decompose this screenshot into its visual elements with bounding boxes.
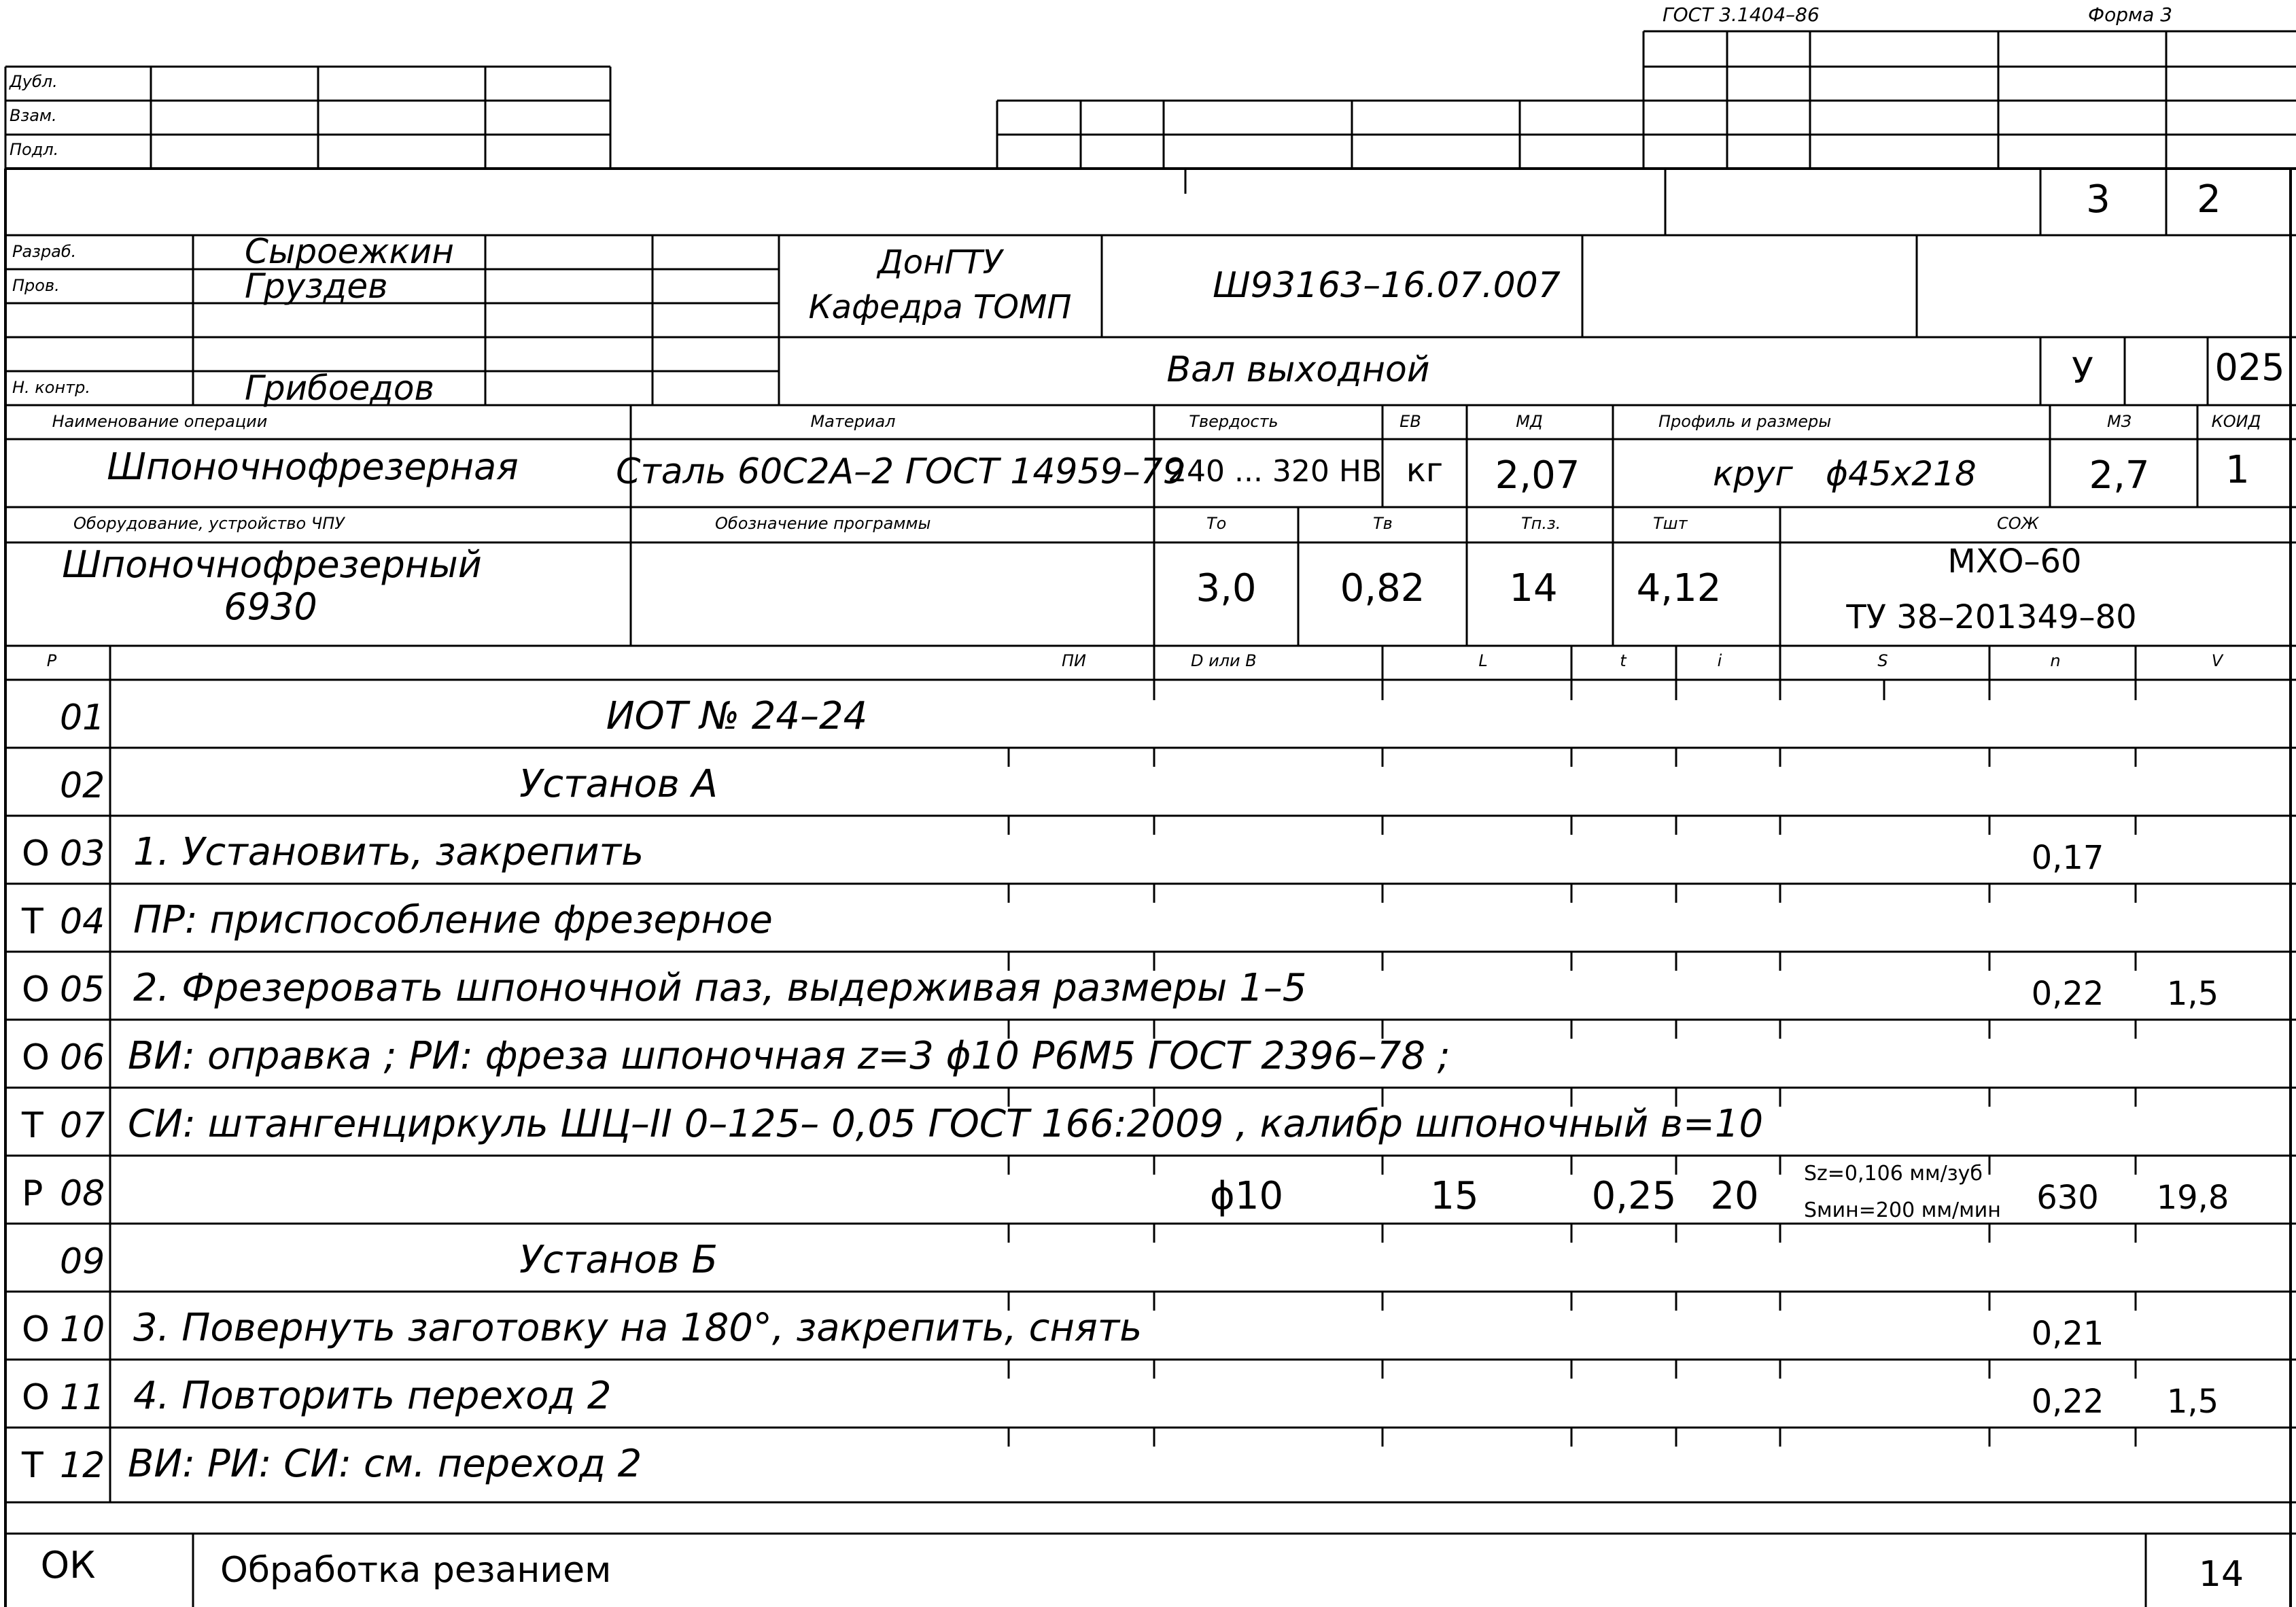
row-02-number: 02 (60, 765, 105, 806)
row-10-text-step-3: 3. Повернуть заготовку на 180°, закрепить, снять (133, 1306, 1143, 1350)
header-p: Р (46, 651, 57, 670)
row-12-type-letter: Т (22, 1445, 44, 1486)
stamp-podl: Подл. (10, 140, 59, 159)
label-ev: ЕВ (1399, 412, 1421, 431)
sheets-total: 3 (2086, 177, 2110, 222)
coolant-spec: ТУ 38–201349–80 (1846, 598, 2137, 636)
equipment-name: Шпоночнофрезерный (62, 543, 482, 586)
row-05-type-letter: О (22, 969, 50, 1010)
footer-page: 14 (2198, 1554, 2244, 1595)
row-05-n-value: 0,22 (2031, 975, 2104, 1013)
hardness-value: 240 ... 320 НВ (1168, 454, 1382, 489)
row-07-number: 07 (60, 1105, 105, 1146)
ev-value: кг (1406, 451, 1444, 489)
header-pi: ПИ (1062, 651, 1086, 670)
row-06-type-letter: О (22, 1037, 50, 1078)
sheet-number: 2 (2197, 177, 2221, 222)
role-checker: Пров. (12, 276, 60, 295)
to-value: 3,0 (1196, 566, 1257, 610)
label-tpz: Тп.з. (1521, 514, 1561, 533)
tpz-value: 14 (1509, 566, 1558, 610)
coolant-name: МХО–60 (1947, 542, 2082, 581)
label-profile: Профиль и размеры (1658, 412, 1832, 431)
row-05-text-step-2: 2. Фрезеровать шпоночной паз, выдерживая размеры 1–5 (133, 966, 1307, 1010)
row-03-type-letter: О (22, 833, 50, 874)
header-d: D или В (1191, 651, 1257, 670)
operation-code: 025 (2214, 346, 2285, 389)
row-12-number: 12 (60, 1445, 105, 1486)
koid-value: 1 (2225, 448, 2250, 492)
gost-label: ГОСТ 3.1404–86 (1663, 3, 1820, 26)
profile-size: ϕ45х218 (1826, 454, 1977, 494)
label-tsht: Тшт (1653, 514, 1688, 533)
department: Кафедра ТОМП (808, 288, 1072, 326)
row08-depth: 0,25 (1591, 1174, 1677, 1218)
header-i: i (1717, 651, 1722, 670)
row-07-text-measuring-2: СИ: штангенциркуль ШЦ–II 0–125– 0,05 ГОСТ 166:2009 , калибр шпоночный в=10 (128, 1102, 1764, 1146)
row-09-number: 09 (60, 1241, 105, 1282)
row08-feed-tooth: Sz=0,106 мм/зуб (1804, 1162, 1983, 1186)
role-developer: Разраб. (12, 242, 77, 261)
row-08-v-value: 19,8 (2156, 1179, 2229, 1217)
row-01-text-iot: ИОТ № 24–24 (606, 694, 868, 738)
row08-passes: 20 (1710, 1174, 1759, 1218)
row-09-text-setup-b: Установ Б (519, 1238, 718, 1282)
label-program: Обозначение программы (715, 514, 931, 533)
row08-feed-minute: Sмин=200 мм/мин (1804, 1198, 2001, 1222)
row-06-text-tools-2: ВИ: оправка ; РИ: фреза шпоночная z=3 ϕ10 Р6М5 ГОСТ 2396–78 ; (128, 1034, 1450, 1078)
row-11-n-value: 0,22 (2031, 1383, 2104, 1421)
row-11-text-step-4: 4. Повторить переход 2 (133, 1374, 612, 1418)
profile-shape: круг (1713, 454, 1793, 494)
document-code: Ш93163–16.07.007 (1213, 265, 1561, 306)
row-05-number: 05 (60, 969, 105, 1010)
checker-name: Груздев (245, 266, 388, 306)
label-equipment: Оборудование, устройство ЧПУ (73, 514, 345, 533)
norm-control-name: Грибоедов (245, 368, 434, 408)
label-tv: Тв (1373, 514, 1393, 533)
row-01-number: 01 (60, 697, 105, 738)
row-03-number: 03 (60, 833, 105, 874)
md-value: 2,07 (1495, 453, 1580, 498)
row-02-text-setup-a: Установ А (519, 762, 718, 806)
material-value: Сталь 60С2А–2 ГОСТ 14959–79 (616, 451, 1185, 492)
label-op-name: Наименование операции (52, 412, 268, 431)
organization: ДонГТУ (877, 243, 1003, 281)
label-koid: КОИД (2211, 412, 2261, 431)
row-04-number: 04 (60, 901, 105, 942)
row-10-type-letter: О (22, 1309, 50, 1350)
stamp-vzam: Взам. (10, 106, 57, 125)
equipment-model: 6930 (224, 585, 317, 628)
row-11-type-letter: О (22, 1377, 50, 1418)
header-s: S (1877, 651, 1888, 670)
header-v: V (2211, 651, 2223, 670)
row-03-n-value: 0,17 (2031, 839, 2104, 877)
row-10-n-value: 0,21 (2031, 1315, 2104, 1353)
developer-name: Сыроежкин (245, 232, 454, 271)
row-07-type-letter: Т (22, 1105, 44, 1146)
header-n: n (2050, 651, 2061, 670)
label-md: МД (1516, 412, 1543, 431)
row-12-text-tools-4: ВИ: РИ: СИ: см. переход 2 (128, 1442, 642, 1486)
row-04-type-letter: Т (22, 901, 44, 942)
footer-title: Обработка резанием (220, 1550, 612, 1591)
operation-name: Шпоночнофрезерная (107, 445, 519, 488)
row-11-v-value: 1,5 (2166, 1383, 2219, 1421)
label-hardness: Твердость (1189, 412, 1279, 431)
label-to: То (1206, 514, 1227, 533)
row08-length: 15 (1430, 1174, 1479, 1218)
header-t: t (1620, 651, 1627, 670)
stamp-dubl: Дубл. (10, 72, 58, 91)
label-mz: МЗ (2106, 412, 2132, 431)
row08-diameter: ϕ10 (1209, 1174, 1284, 1218)
tsht-value: 4,12 (1636, 566, 1722, 610)
row-05-v-value: 1,5 (2166, 975, 2219, 1013)
row-08-type-letter: Р (22, 1173, 44, 1214)
part-name: Вал выходной (1166, 349, 1430, 390)
mz-value: 2,7 (2089, 453, 2150, 498)
row-11-number: 11 (60, 1377, 105, 1418)
label-coolant: СОЖ (1997, 514, 2039, 533)
row-08-number: 08 (60, 1173, 105, 1214)
footer-code: ОК (40, 1544, 96, 1587)
header-l: L (1478, 651, 1488, 670)
role-norm-control: Н. контр. (12, 378, 91, 397)
label-material: Материал (810, 412, 896, 431)
document-letter: У (2072, 351, 2093, 392)
row-08-n-value: 630 (2036, 1179, 2099, 1217)
tv-value: 0,82 (1340, 566, 1425, 610)
row-03-text-step-1: 1. Установить, закрепить (133, 830, 644, 874)
form-label: Форма 3 (2088, 3, 2173, 26)
row-04-text-tooling-1: ПР: приспособление фрезерное (133, 898, 773, 942)
row-10-number: 10 (60, 1309, 105, 1350)
row-06-number: 06 (60, 1037, 105, 1078)
